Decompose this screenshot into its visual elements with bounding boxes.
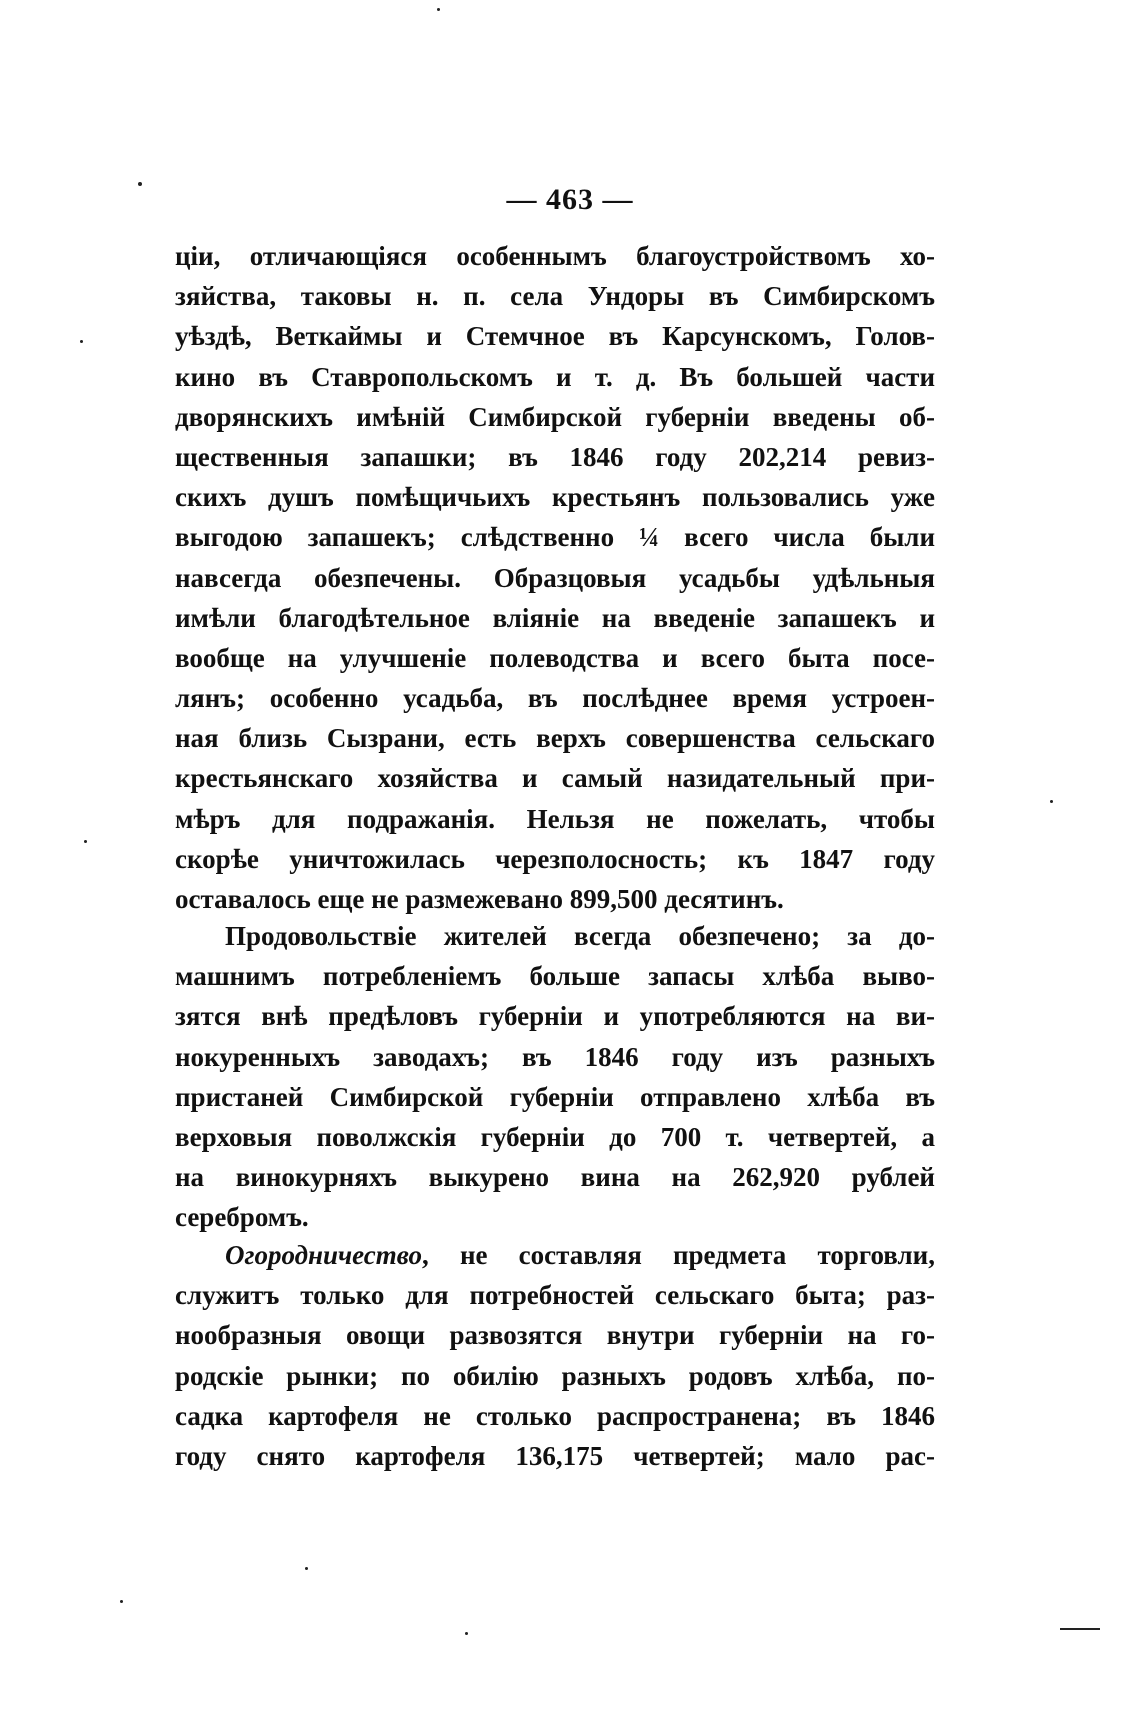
paragraph-2 [175, 916, 935, 1238]
text-line: кино въ Ставропольскомъ и т. д. Въ большей части [175, 361, 935, 392]
paragraph-1 [175, 236, 935, 919]
page-number: — 463 — [506, 183, 634, 216]
scan-mark [1060, 1628, 1100, 1630]
text-line: году снято картофеля 136,175 четвертей; мало рас- [175, 1440, 935, 1471]
scan-speck [138, 182, 142, 186]
text-line: дворянскихъ имѣнiй Симбирской губернiи введены об- [175, 401, 935, 432]
text-line: зятся внѣ предѣловъ губернiи и употребляются на ви- [175, 1001, 935, 1032]
text-line: имѣли благодѣтельное влiянiе на введенiе запашекъ и [175, 602, 935, 633]
text-line: навсегда обезпечены. Образцовыя усадьбы удѣльныя [175, 562, 935, 593]
text-line: садка картофеля не столько распространена; въ 1846 [175, 1400, 935, 1431]
text-fragment: , не составляя предмета торговли, [422, 1240, 935, 1270]
text-line: выгодою запашекъ; слѣдственно ¼ всего числа были [175, 522, 935, 553]
text-line: нокуренныхъ заводахъ; въ 1846 году изъ разныхъ [175, 1041, 935, 1072]
text-line: уѣздѣ, Веткаймы и Стемчное въ Карсунскомъ, Голов- [175, 321, 935, 352]
text-line: верховыя поволжскiя губернiи до 700 т. четвертей, а [175, 1121, 935, 1152]
text-line: мѣръ для подражанiя. Нельзя не пожелать, чтобы [175, 803, 935, 834]
text-line [175, 1235, 935, 1275]
text-line: вообще на улучшенiе полеводства и всего быта посе- [175, 642, 935, 673]
scan-speck [120, 1600, 123, 1603]
text-line: оставалось еще не размежевано 899,500 десятинъ. [175, 884, 784, 914]
text-line: родскiе рынки; по обилiю разныхъ родовъ хлѣба, по- [175, 1360, 935, 1391]
text-line: ная близь Сызрани, есть верхъ совершенства сельскаго [175, 723, 935, 754]
section-term: Огородничество [225, 1240, 423, 1270]
text-line: щественныя запашки; въ 1846 году 202,214 ревиз- [175, 441, 935, 472]
paragraph-3 [175, 1235, 935, 1476]
scan-speck [1050, 800, 1053, 803]
text-line: серебромъ. [175, 1202, 309, 1233]
text-line: зяйства, таковы н. п. села Ундоры въ Симбирскомъ [175, 281, 935, 312]
text-line: Продовольствiе жителей всегда обезпечено; за до- [225, 921, 935, 951]
text-line: машнимъ потребленiемъ больше запасы хлѣба выво- [175, 961, 935, 992]
scan-speck [80, 340, 83, 343]
text-line: лянъ; особенно усадьба, въ послѣднее время устроен- [175, 683, 935, 714]
text-line: на винокурняхъ выкурено вина на 262,920 рублей [175, 1162, 935, 1193]
scan-speck [465, 1632, 468, 1635]
text-line: служитъ только для потребностей сельскаго быта; раз- [175, 1280, 935, 1311]
scan-speck [437, 8, 440, 11]
text-line: скорѣе уничтожилась черезполосность; къ 1847 году [175, 843, 935, 874]
text-line: скихъ душъ помѣщичьихъ крестьянъ пользовались уже [175, 482, 935, 513]
text-line: пристаней Симбирской губернiи отправлено хлѣба въ [175, 1081, 935, 1112]
text-line: цiи, отличающiяся особеннымъ благоустройствомъ хо- [175, 241, 935, 271]
scan-speck [84, 840, 87, 843]
scan-speck [305, 1567, 308, 1570]
text-line: нообразныя овощи развозятся внутри губернiи на го- [175, 1320, 935, 1351]
text-line: крестьянскаго хозяйства и самый назидательный при- [175, 763, 935, 794]
